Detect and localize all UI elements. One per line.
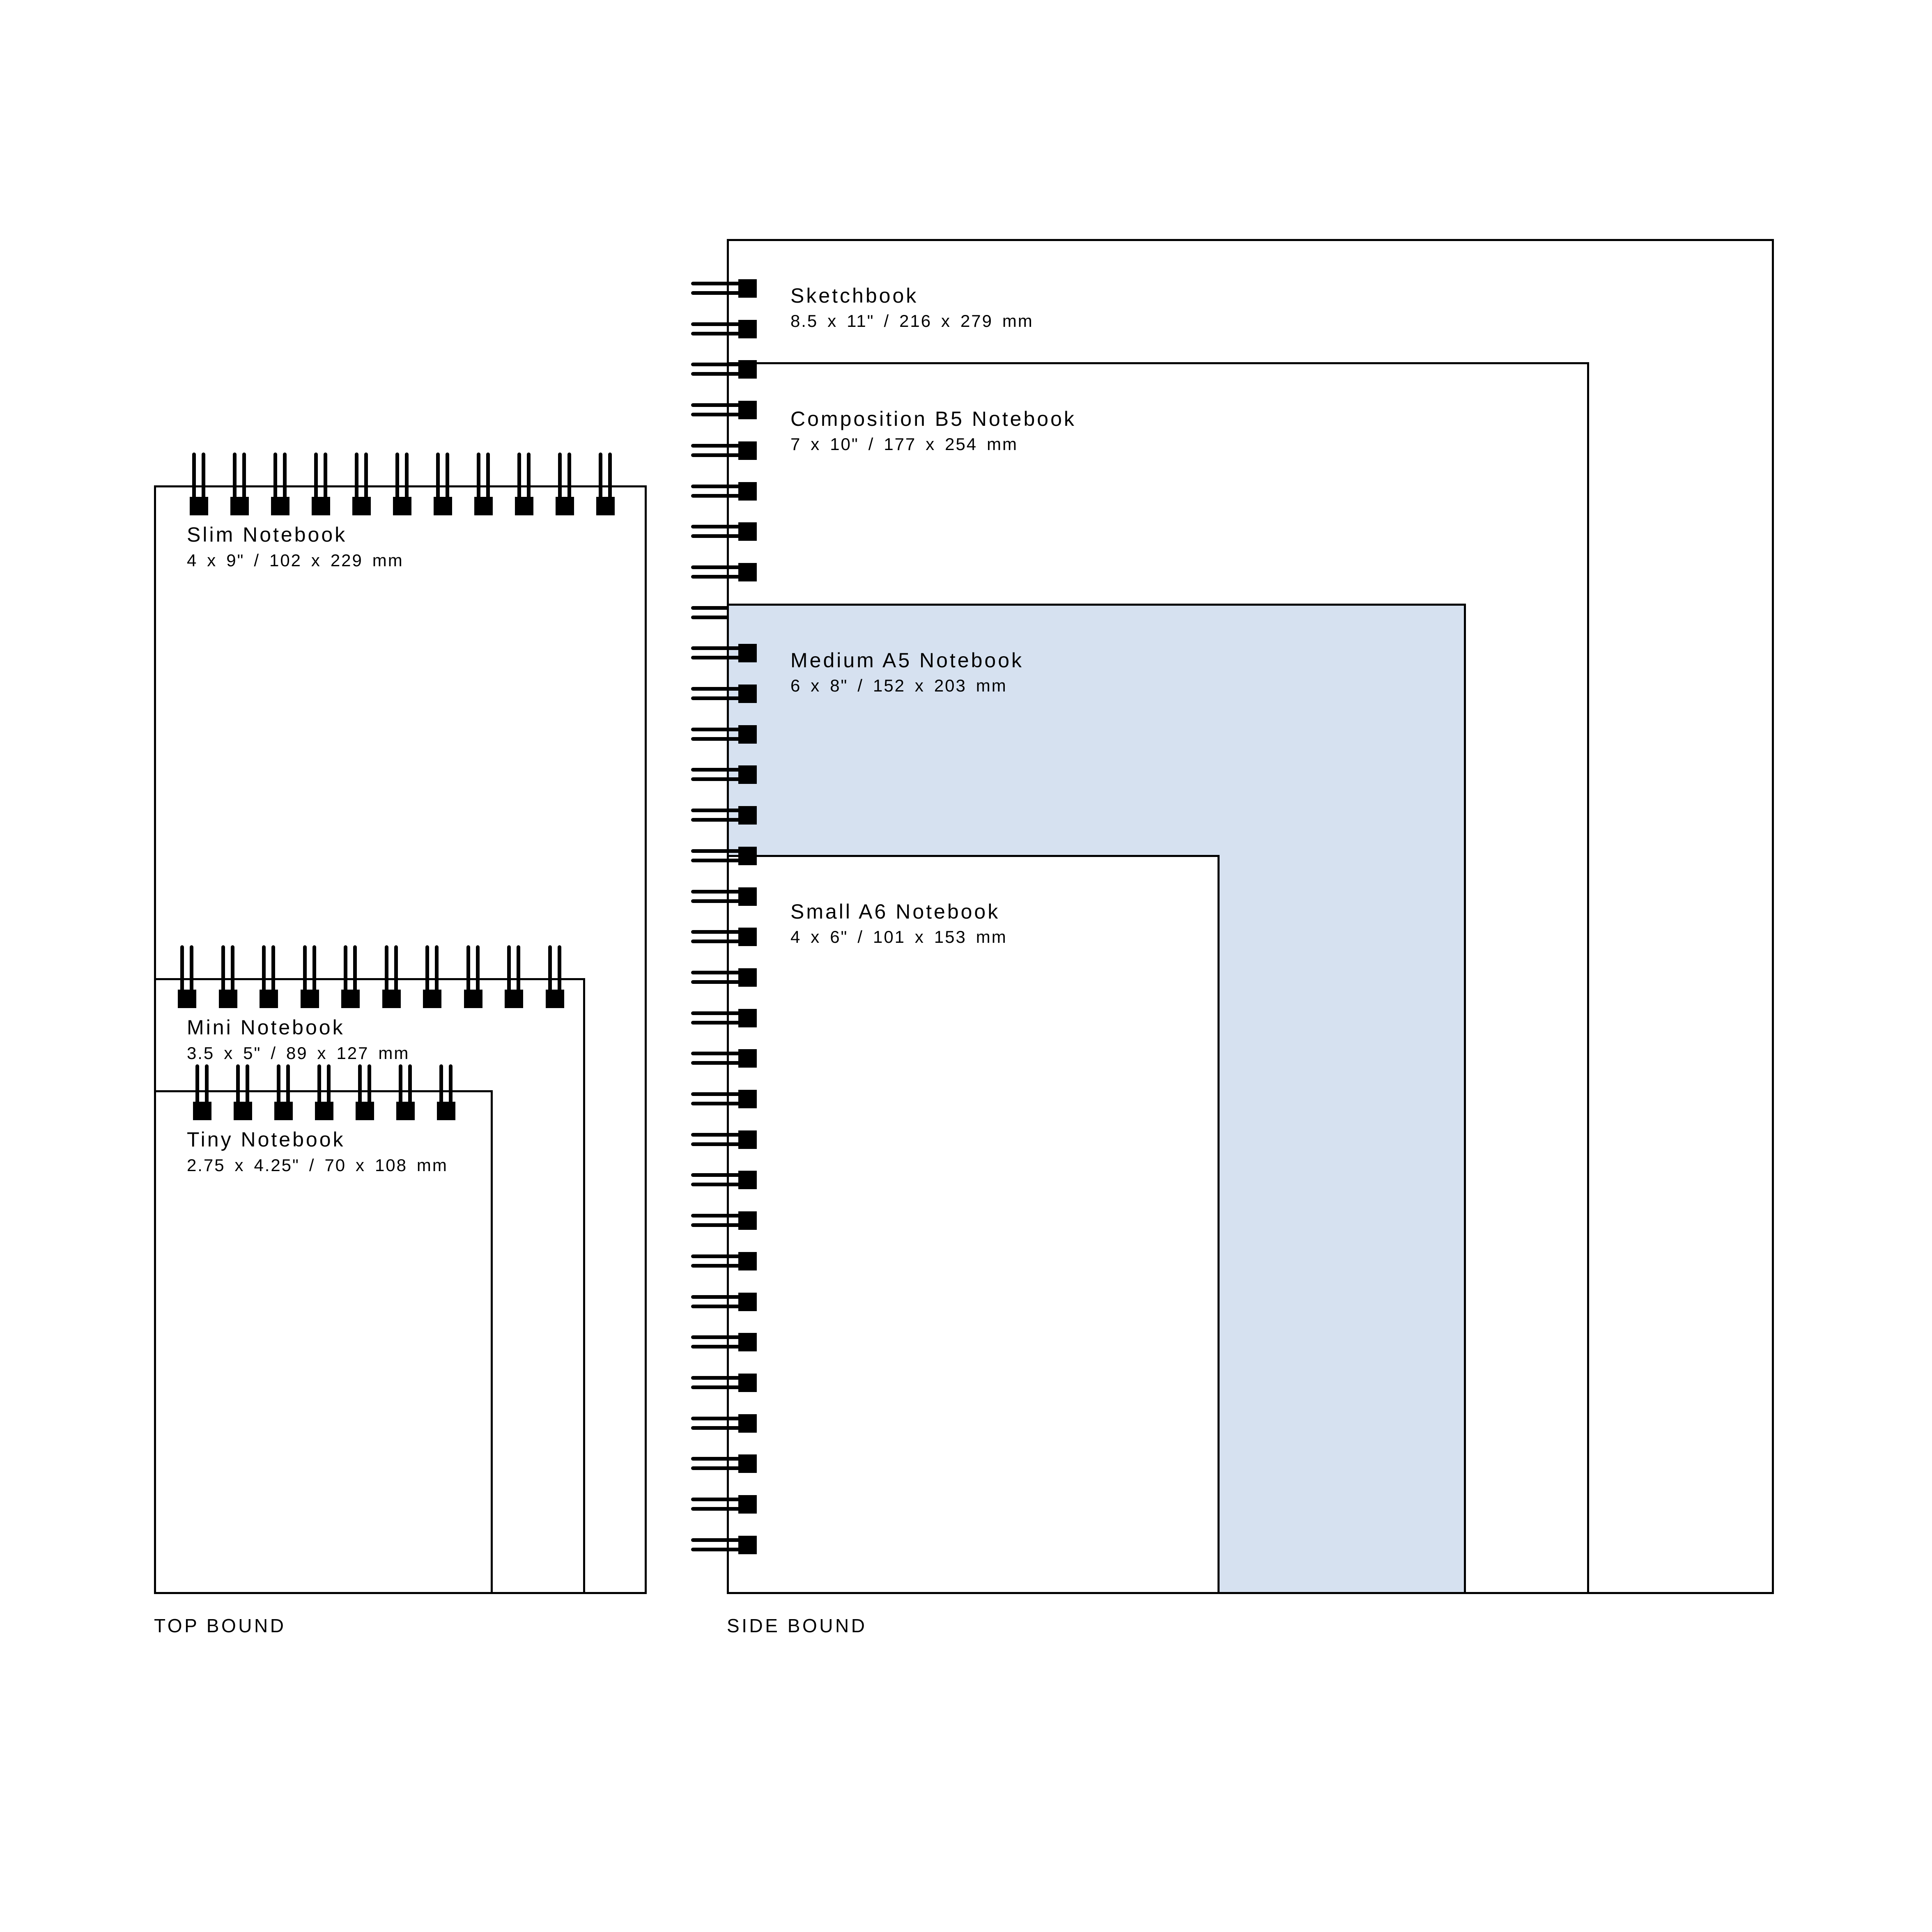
binding-wire (691, 616, 727, 619)
binding-wire (327, 1064, 331, 1104)
binding-anchor (423, 990, 441, 1008)
binding-wire (205, 1064, 209, 1104)
binding-anchor (219, 990, 237, 1008)
binding-wire (283, 453, 287, 499)
binding-wire (190, 945, 193, 992)
notebook-title: Tiny Notebook (187, 1128, 345, 1151)
binding-anchor (315, 1102, 333, 1120)
binding-wire (277, 1064, 280, 1104)
notebook-title: Medium A5 Notebook (790, 649, 1024, 672)
binding-wire (246, 1064, 249, 1104)
binding-wire (507, 945, 511, 992)
binding-wire (548, 945, 552, 992)
binding-anchor (312, 497, 330, 515)
binding-wire (608, 453, 612, 499)
binding-wire (405, 453, 409, 499)
binding-anchor (556, 497, 574, 515)
binding-anchor (474, 497, 493, 515)
binding-anchor (352, 497, 371, 515)
binding-wire (449, 1064, 453, 1104)
binding-wire (691, 606, 727, 610)
binding-wire (236, 1064, 240, 1104)
binding-wire (324, 453, 327, 499)
binding-wire (242, 453, 246, 499)
notebook-tiny (154, 1090, 493, 1594)
notebook-title: Slim Notebook (187, 523, 347, 546)
binding-wire (355, 453, 358, 499)
binding-anchor (190, 497, 208, 515)
binding-anchor (230, 497, 249, 515)
binding-anchor (301, 990, 319, 1008)
binding-wire (439, 1064, 443, 1104)
notebook-dims: 4 x 9" / 102 x 229 mm (187, 551, 404, 570)
binding-wire (567, 453, 571, 499)
binding-wire (476, 945, 480, 992)
binding-wire (558, 453, 562, 499)
binding-wire (368, 1064, 371, 1104)
binding-anchor (178, 990, 196, 1008)
binding-wire (477, 453, 480, 499)
binding-wire (202, 453, 205, 499)
binding-wire (221, 945, 225, 992)
binding-anchor (464, 990, 482, 1008)
notebook-title: Sketchbook (790, 284, 919, 307)
binding-anchor (260, 990, 278, 1008)
binding-wire (312, 945, 316, 992)
notebook-dims: 6 x 8" / 152 x 203 mm (790, 676, 1007, 695)
caption-top-bound: TOP BOUND (154, 1615, 286, 1636)
notebook-title: Small A6 Notebook (790, 900, 1000, 923)
binding-wire (353, 945, 357, 992)
binding-wire (231, 945, 234, 992)
binding-wire (195, 1064, 199, 1104)
notebook-dims: 7 x 10" / 177 x 254 mm (790, 434, 1018, 454)
binding-anchor (234, 1102, 252, 1120)
binding-wire (262, 945, 266, 992)
binding-anchor (193, 1102, 211, 1120)
binding-wire (314, 453, 318, 499)
notebook-dims: 4 x 6" / 101 x 153 mm (790, 927, 1007, 946)
binding-wire (558, 945, 561, 992)
binding-anchor (382, 990, 401, 1008)
binding-wire (399, 1064, 402, 1104)
binding-anchor (596, 497, 615, 515)
binding-wire (425, 945, 429, 992)
binding-wire (180, 945, 184, 992)
binding-wire (435, 945, 439, 992)
binding-wire (303, 945, 307, 992)
binding-anchor (515, 497, 533, 515)
notebook-dims: 3.5 x 5" / 89 x 127 mm (187, 1043, 410, 1063)
binding-wire (317, 1064, 321, 1104)
binding-wire (436, 453, 440, 499)
binding-wire (385, 945, 388, 992)
notebook-dims: 8.5 x 11" / 216 x 279 mm (790, 311, 1034, 331)
notebook-title: Composition B5 Notebook (790, 407, 1076, 430)
binding-wire (273, 453, 277, 499)
binding-wire (446, 453, 449, 499)
binding-wire (286, 1064, 290, 1104)
binding-wire (517, 453, 521, 499)
binding-anchor (546, 990, 564, 1008)
binding-anchor (505, 990, 523, 1008)
binding-wire (408, 1064, 412, 1104)
binding-wire (271, 945, 275, 992)
binding-anchor (393, 497, 411, 515)
binding-wire (192, 453, 196, 499)
binding-wire (466, 945, 470, 992)
binding-wire (486, 453, 490, 499)
binding-anchor (274, 1102, 293, 1120)
binding-wire (394, 945, 398, 992)
binding-wire (364, 453, 368, 499)
binding-anchor (356, 1102, 374, 1120)
binding-wire (517, 945, 520, 992)
notebook-title: Mini Notebook (187, 1016, 345, 1039)
binding-anchor (437, 1102, 455, 1120)
binding-wire (527, 453, 531, 499)
binding-wire (599, 453, 602, 499)
binding-wire (358, 1064, 362, 1104)
binding-anchor (434, 497, 452, 515)
binding-anchor (341, 990, 360, 1008)
binding-wire (344, 945, 347, 992)
binding-anchor (271, 497, 289, 515)
notebook-dims: 2.75 x 4.25" / 70 x 108 mm (187, 1156, 448, 1175)
notebook-small-a6 (727, 855, 1220, 1594)
binding-wire (395, 453, 399, 499)
binding-anchor (396, 1102, 415, 1120)
caption-side-bound: SIDE BOUND (727, 1615, 867, 1636)
binding-wire (233, 453, 237, 499)
